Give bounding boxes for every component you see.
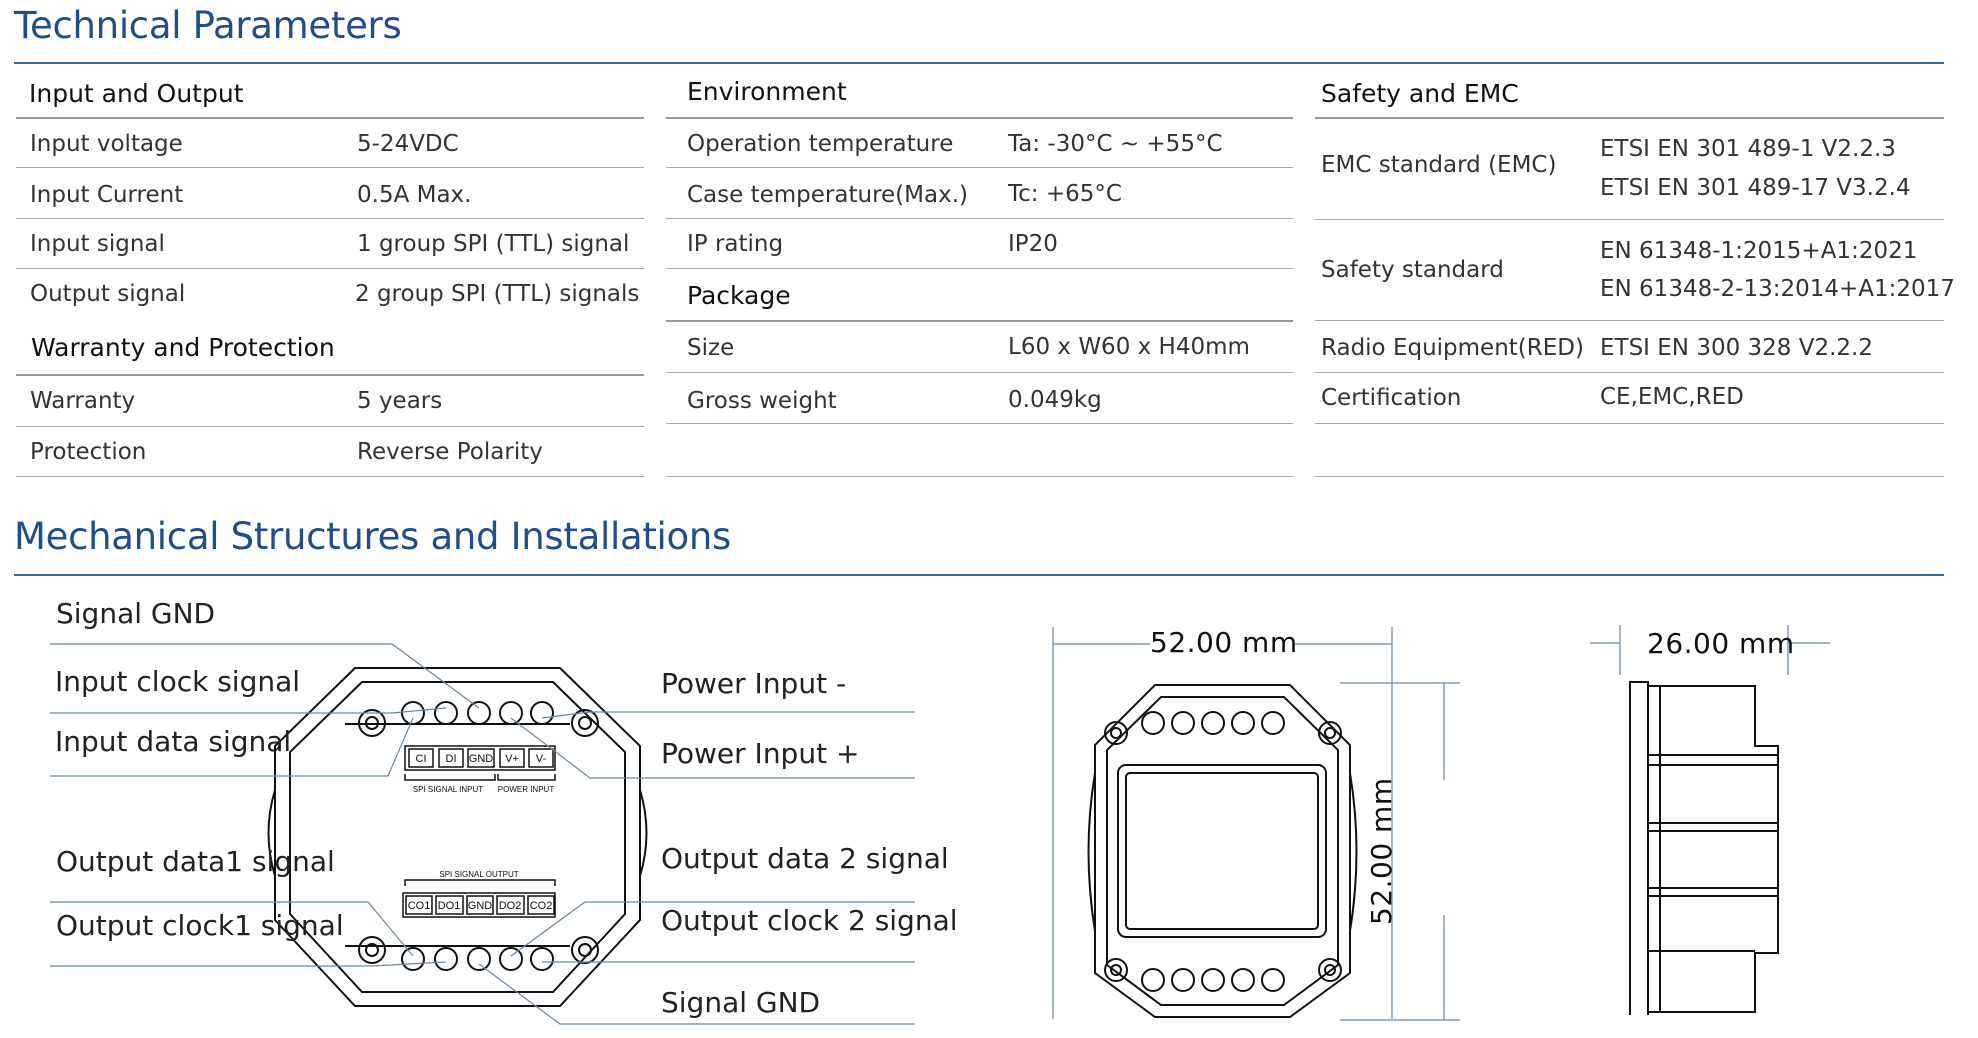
input-voltage-label: Input voltage [30,131,183,157]
wiring-diagram-drawing [0,578,940,1038]
technical-parameters-heading: Technical Parameters [14,4,402,47]
table-rule [666,218,1293,219]
heading-rule [14,62,1944,64]
table-rule [666,372,1293,373]
input-signal-value: 1 group SPI (TTL) signal [357,231,630,257]
input-current-label: Input Current [30,182,184,208]
input-signal-label: Input signal [30,231,165,257]
ip-rating-value: IP20 [1008,231,1058,257]
input-output-title: Input and Output [29,79,244,108]
warranty-label: Warranty [30,388,136,414]
label-output-clock2: Output clock 2 signal [661,904,958,937]
table-rule [666,268,1293,269]
label-input-clock: Input clock signal [55,665,301,698]
label-power-input-plus: Power Input + [661,737,860,770]
side-depth-dimension: 26.00 mm [1647,627,1795,660]
gross-weight-label: Gross weight [687,388,837,414]
table-rule [666,423,1293,424]
label-input-data: Input data signal [55,725,292,758]
size-value: L60 x W60 x H40mm [1008,334,1250,360]
table-rule [1315,320,1944,321]
output-signal-label: Output signal [30,281,186,307]
table-rule [16,426,644,427]
front-width-dimension: 52.00 mm [1150,626,1298,659]
side-view-drawing [1590,615,1850,1015]
mechanical-heading: Mechanical Structures and Installations [14,515,731,558]
terminal-v-minus: V- [535,753,547,765]
certification-label: Certification [1321,385,1462,411]
heading-rule [14,574,1944,576]
radio-equipment-value: ETSI EN 300 328 V2.2.2 [1600,335,1874,361]
case-temperature-label: Case temperature(Max.) [687,182,968,208]
front-height-dimension: 52.00 mm [1365,777,1398,925]
power-input-caption: POWER INPUT [497,785,555,794]
table-rule [1315,372,1944,373]
certification-value: CE,EMC,RED [1600,384,1744,410]
label-output-data1: Output data1 signal [56,845,335,878]
table-rule [16,167,644,168]
input-current-value: 0.5A Max. [357,182,472,208]
terminal-co2: CO2 [529,900,553,912]
table-rule [666,117,1293,119]
protection-label: Protection [30,439,147,465]
table-rule [1315,476,1944,477]
table-rule [666,167,1293,168]
radio-equipment-label: Radio Equipment(RED) [1321,335,1584,361]
terminal-ci: CI [415,753,427,765]
terminal-do1: DO1 [437,900,461,912]
operation-temperature-label: Operation temperature [687,131,954,157]
label-output-clock1: Output clock1 signal [56,909,344,942]
table-rule [16,374,644,376]
operation-temperature-value: Ta: -30°C ~ +55°C [1008,131,1223,157]
case-temperature-value: Tc: +65°C [1008,181,1122,207]
terminal-co1: CO1 [407,900,431,912]
table-rule [1315,423,1944,424]
table-rule [16,218,644,219]
emc-standard-value-2: ETSI EN 301 489-17 V3.2.4 [1600,175,1911,201]
spi-signal-output-caption: SPI SIGNAL OUTPUT [439,870,519,879]
table-rule [16,268,644,269]
table-rule [1315,117,1944,119]
output-signal-value: 2 group SPI (TTL) signals [355,281,640,307]
emc-standard-value-1: ETSI EN 301 489-1 V2.2.3 [1600,136,1896,162]
terminal-gnd-top: GND [468,753,494,765]
environment-title: Environment [687,77,847,106]
ip-rating-label: IP rating [687,231,784,257]
label-signal-gnd-out: Signal GND [661,986,821,1019]
input-voltage-value: 5-24VDC [357,131,459,157]
label-power-input-minus: Power Input - [661,667,847,700]
table-rule [16,476,644,477]
safety-standard-value-2: EN 61348-2-13:2014+A1:2017 [1600,276,1955,302]
terminal-di: DI [445,753,457,765]
safety-emc-title: Safety and EMC [1321,79,1519,108]
warranty-value: 5 years [357,388,443,414]
terminal-do2: DO2 [498,900,522,912]
spi-signal-input-caption: SPI SIGNAL INPUT [412,785,484,794]
label-signal-gnd-in: Signal GND [56,597,216,630]
terminal-v-plus: V+ [505,753,519,765]
table-rule [666,476,1293,477]
safety-standard-value-1: EN 61348-1:2015+A1:2021 [1600,238,1918,264]
emc-standard-label: EMC standard (EMC) [1321,152,1557,178]
table-rule [1315,219,1944,220]
warranty-protection-title: Warranty and Protection [31,333,335,362]
gross-weight-value: 0.049kg [1008,387,1102,413]
package-title: Package [687,281,791,310]
safety-standard-label: Safety standard [1321,257,1504,283]
size-label: Size [687,335,735,361]
protection-value: Reverse Polarity [357,439,543,465]
table-rule [16,117,644,119]
label-output-data2: Output data 2 signal [661,842,949,875]
terminal-gnd-bottom: GND [467,900,493,912]
table-rule [666,320,1293,322]
